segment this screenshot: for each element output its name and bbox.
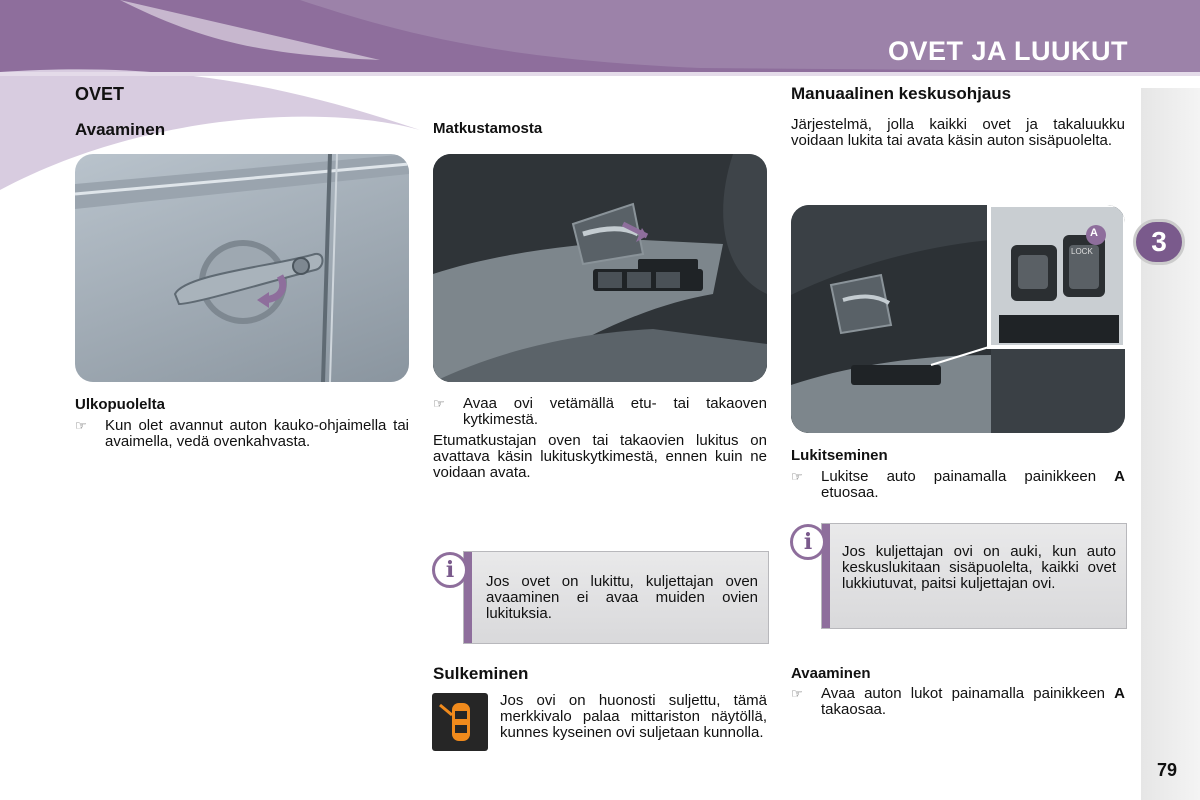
info-box-driver-door [821,523,1127,629]
hand-pointer-icon: ☞ [75,418,87,433]
subtitle-locking: Lukitseminen [791,447,888,464]
photo-lock-switch [791,205,1125,433]
section-title: OVET [75,84,125,104]
open-text-pre: Avaa auton lukot painamalla painikkeen [821,685,1115,702]
lock-text-post: etuosaa. [821,484,879,501]
subtitle-from-inside: Matkustamosta [433,120,543,137]
hand-pointer-icon: ☞ [791,469,803,484]
closing-text: Jos ovi on huonosti suljettu, tämä merkkivalo palaa mittariston näytöllä, kunnes kyseinen ovi suljetaan kunnolla. [500,692,767,741]
label-from-outside: Ulkopuolelta [75,396,166,413]
chapter-tab[interactable] [1133,219,1185,265]
bullet-locking [791,469,1125,501]
open-door-warning-icon [432,693,488,751]
info-box-unlocking-text: Jos ovet on lukittu, kuljettajan oven avaaminen ei avaa muiden ovien lukituksia. [486,573,758,622]
side-strip [1141,88,1200,800]
info-box-unlocking [463,551,769,644]
subtitle-closing: Sulkeminen [433,664,529,683]
paragraph-passenger-doors: Etumatkustajan oven tai takaovien lukitus on avattava käsin lukituskytkimestä, ennen kuin ne voidaan avata. [433,432,767,481]
subtitle-unlocking: Avaaminen [791,665,871,682]
bullet-from-outside [75,418,409,450]
hand-pointer-icon: ☞ [433,396,445,411]
hand-pointer-icon: ☞ [791,686,803,701]
bullet-from-inside [433,396,767,428]
callout-label-a: A [1090,227,1098,239]
bullet-unlocking [791,686,1125,718]
lock-text-pre: Lukitse auto painamalla painikkeen [821,468,1115,485]
photo-interior-handle [433,154,767,382]
bullet-from-outside-text: Kun olet avannut auton kauko-ohjaimella tai avaimella, vedä ovenkahvasta. [105,417,409,450]
intro-text: Järjestelmä, jolla kaikki ovet ja takaluukku voidaan lukita tai avata käsin auton sisäpuolelta. [791,116,1125,149]
chapter-number: 3 [1151,226,1167,257]
subtitle-manual-central: Manuaalinen keskusohjaus [791,84,1012,103]
info-icon: i [432,552,468,588]
open-text-bold: A [1114,685,1125,702]
open-text-post: takaosaa. [821,701,887,718]
info-box-driver-door-text: Jos kuljettajan ovi on auki, kun auto keskuslukitaan sisäpuolelta, kaikki ovet lukkiutuvat, paitsi kuljettajan ovi. [842,543,1116,592]
switch-lock-label: LOCK [1071,247,1093,256]
photo-exterior-handle [75,154,409,382]
info-icon: i [790,524,826,560]
page-header-title: OVET JA LUUKUT [887,36,1128,66]
bullet-from-inside-text: Avaa ovi vetämällä etu- tai takaoven kytkimestä. [463,395,767,428]
lock-text-bold: A [1114,468,1125,485]
subtitle-opening: Avaaminen [75,120,166,139]
page-number: 79 [1157,760,1178,780]
